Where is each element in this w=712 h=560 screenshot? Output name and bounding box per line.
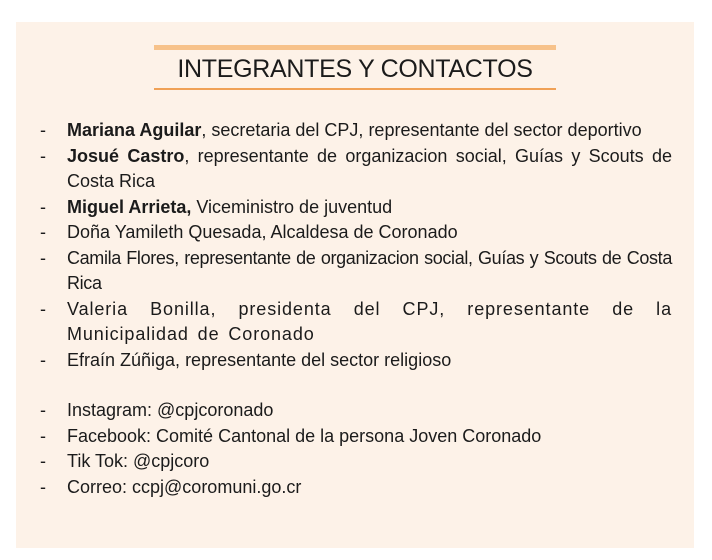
member-name: Josué Castro [67, 145, 185, 166]
member-role: , representante de organizacion social, Guías y Scouts de Costa Rica [67, 145, 672, 191]
bullet-dash: - [40, 425, 46, 446]
contact-instagram: Instagram: @cpjcoronado [67, 400, 274, 420]
title-bottom-rule [154, 88, 556, 90]
list-item-contact [40, 424, 672, 450]
title-block [154, 45, 556, 90]
list-item-member [40, 144, 672, 195]
list-item-member [40, 220, 672, 246]
bullet-dash: - [40, 247, 46, 268]
member-text [67, 246, 672, 297]
member-name: Mariana Aguilar [67, 120, 202, 140]
member-role: Valeria Bonilla, presidenta del CPJ, representante de la Municipalidad de Coronado [67, 298, 672, 344]
list-item-contact [40, 398, 672, 424]
member-text [67, 195, 672, 221]
member-role: , secretaria del CPJ, representante del sector deportivo [201, 120, 642, 140]
member-text [67, 297, 672, 348]
list-spacer [40, 373, 672, 398]
bullet-dash: - [40, 120, 46, 140]
bullet-dash: - [40, 400, 46, 420]
member-role: Efraín Zúñiga, representante del sector religioso [67, 349, 452, 370]
member-role: Doña Yamileth Quesada, Alcaldesa de Coronado [67, 222, 458, 242]
contact-email: Correo: ccpj@coromuni.go.cr [67, 476, 302, 497]
list-item-member [40, 118, 672, 144]
bullet-dash: - [40, 298, 46, 319]
member-role: Viceministro de juventud [191, 196, 393, 217]
bullet-dash: - [40, 222, 46, 242]
member-text [67, 144, 672, 195]
contact-facebook: Facebook: Comité Cantonal de la persona Joven Coronado [67, 425, 542, 446]
member-text [67, 348, 672, 374]
list-item-member [40, 246, 672, 297]
member-role: Camila Flores, representante de organizacion social, Guías y Scouts de Costa Rica [67, 247, 672, 293]
member-name: Miguel Arrieta, [67, 196, 192, 217]
bullet-dash: - [40, 145, 46, 166]
contact-tiktok: Tik Tok: @cpjcoro [67, 451, 210, 471]
bullet-dash: - [40, 349, 46, 370]
member-text [67, 118, 672, 144]
list-item-member [40, 195, 672, 221]
bullet-dash: - [40, 476, 46, 497]
members-and-contacts-list [40, 118, 672, 500]
bullet-dash: - [40, 451, 46, 471]
list-item-contact [40, 475, 672, 501]
list-item-member [40, 348, 672, 374]
list-item-contact [40, 449, 672, 475]
page-title: INTEGRANTES Y CONTACTOS [177, 55, 533, 83]
list-item-member [40, 297, 672, 348]
bullet-dash: - [40, 196, 46, 217]
member-text [67, 220, 672, 246]
